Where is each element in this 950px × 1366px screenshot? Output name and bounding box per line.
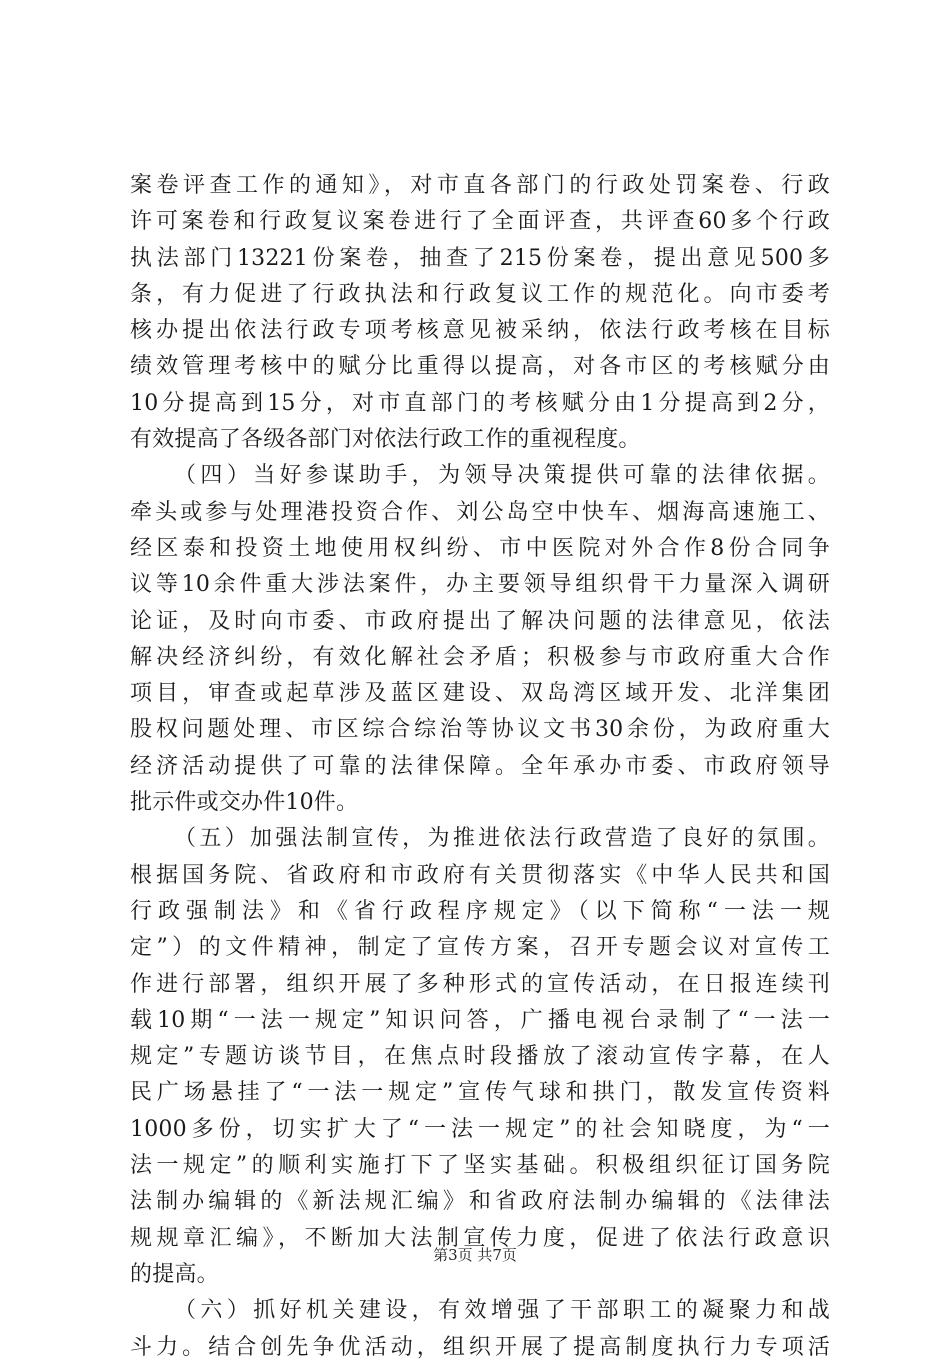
text-line: 有效提高了各级各部门对依法行政工作的重视程度。 — [130, 427, 641, 453]
text-line: 许可案卷和行政复议案卷进行了全面评查，共评查60多个行政 — [130, 209, 830, 235]
text-line: 10分提高到15分，对市直部门的考核赋分由1分提高到2分， — [130, 390, 830, 416]
text-line: 案卷评查工作的通知》，对市直各部门的行政处罚案卷、行政 — [130, 173, 830, 198]
text-line: 作进行部署，组织开展了多种形式的宣传活动，在日报连续刊 — [130, 971, 830, 997]
text-line: 条，有力促进了行政执法和行政复议工作的规范化。向市委考 — [130, 281, 830, 307]
text-line: 项目，审查或起草涉及蓝区建设、双岛湾区域开发、北洋集团 — [130, 681, 830, 707]
text-line: 核办提出依法行政专项考核意见被采纳，依法行政考核在目标 — [130, 318, 830, 344]
text-line: 规定”专题访谈节目，在焦点时段播放了滚动宣传字幕，在人 — [130, 1044, 830, 1070]
text-line: 论证，及时向市委、市政府提出了解决问题的法律意见，依法 — [130, 608, 830, 634]
text-line: 议等10余件重大涉法案件，办主要领导组织骨干力量深入调研 — [130, 572, 830, 598]
text-line: 解决经济纠纷，有效化解社会矛盾；积极参与市政府重大合作 — [130, 644, 830, 670]
text-line: 1000多份，切实扩大了“一法一规定”的社会知晓度，为“一 — [130, 1116, 830, 1142]
text-line: 根据国务院、省政府和市政府有关贯彻落实《中华人民共和国 — [130, 862, 830, 888]
text-line: 行政强制法》和《省行政程序规定》（以下简称“一法一规 — [130, 898, 830, 924]
text-line: 批示件或交办件10件。 — [130, 790, 359, 816]
text-line: 执法部门13221份案卷，抽查了215份案卷，提出意见500多 — [130, 245, 830, 271]
text-line: 经济活动提供了可靠的法律保障。全年承办市委、市政府领导 — [130, 753, 830, 779]
text-line: 民广场悬挂了“一法一规定”宣传气球和拱门，散发宣传资料 — [130, 1080, 830, 1106]
page-footer: 第3页 共7页 — [433, 1246, 517, 1264]
text-line: （六）抓好机关建设，有效增强了干部职工的凝聚力和战 — [174, 1298, 830, 1324]
text-line: 的提高。 — [130, 1261, 219, 1287]
text-line: 绩效管理考核中的赋分比重得以提高，对各市区的考核赋分由 — [130, 354, 830, 380]
body-text — [130, 168, 830, 1366]
text-line: 斗力。结合创先争优活动，组织开展了提高制度执行力专项活 — [130, 1334, 830, 1360]
text-line: 股权问题处理、市区综合综治等协议文书30余份，为政府重大 — [130, 717, 830, 743]
text-line: 载10期“一法一规定”知识问答，广播电视台录制了“一法一 — [130, 1007, 830, 1033]
text-line: 规规章汇编》，不断加大法制宣传力度，促进了依法行政意识 — [130, 1225, 830, 1251]
text-line: （五）加强法制宣传，为推进依法行政营造了良好的氛围。 — [174, 826, 830, 852]
text-line: （四）当好参谋助手，为领导决策提供可靠的法律依据。 — [174, 463, 830, 489]
text-line: 经区泰和投资土地使用权纠纷、市中医院对外合作8份合同争 — [130, 535, 830, 561]
text-line: 法制办编辑的《新法规汇编》和省政府法制办编辑的《法律法 — [130, 1189, 830, 1215]
text-line: 牵头或参与处理港投资合作、刘公岛空中快车、烟海高速施工、 — [130, 499, 830, 525]
text-line: 法一规定”的顺利实施打下了坚实基础。积极组织征订国务院 — [130, 1153, 830, 1179]
text-line: 定”）的文件精神，制定了宣传方案，召开专题会议对宣传工 — [130, 935, 830, 961]
